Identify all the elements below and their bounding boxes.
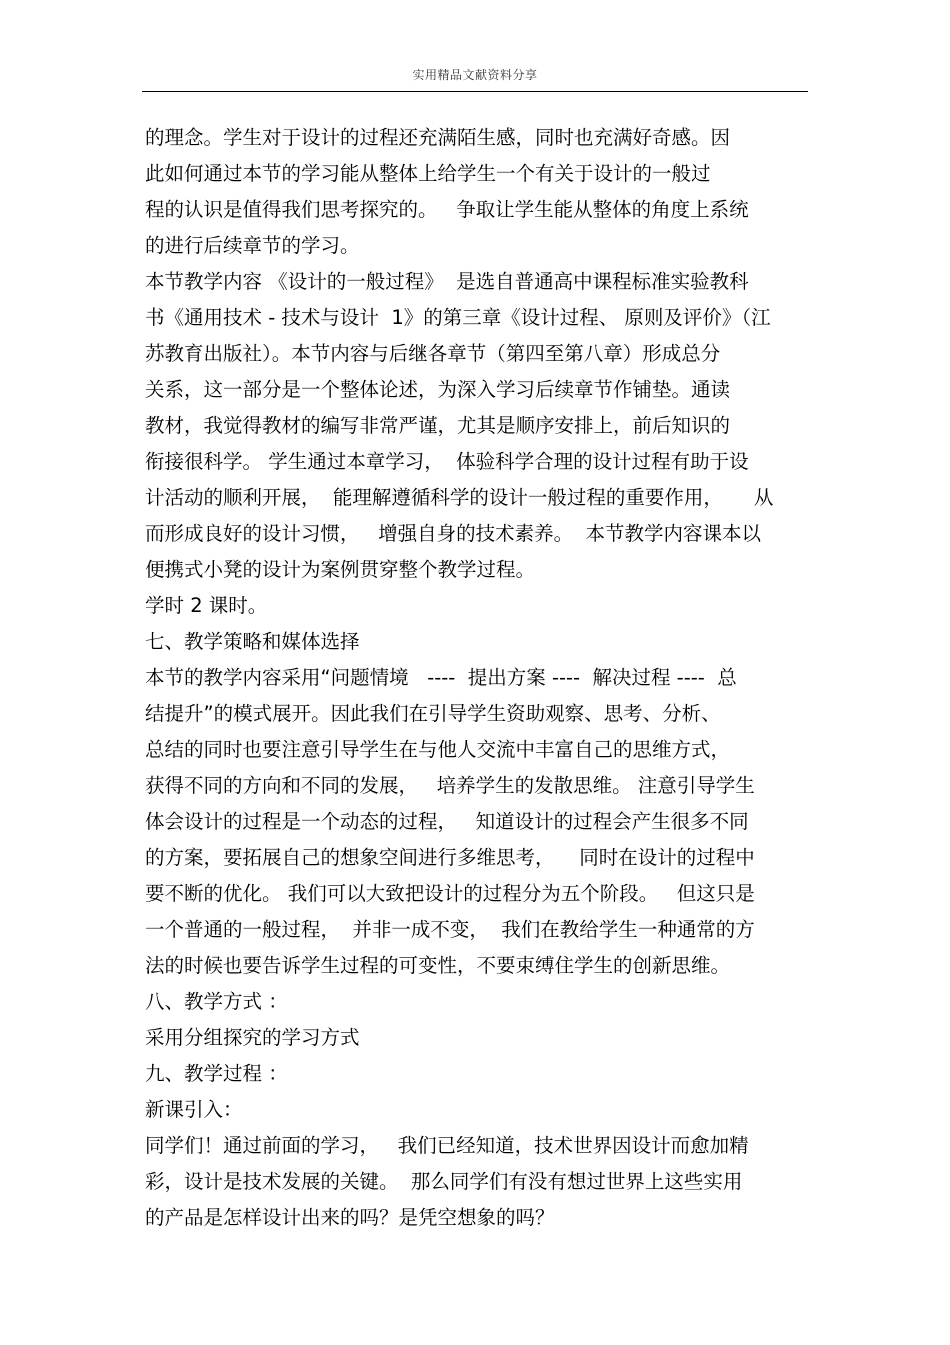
text-line: 彩，设计是技术发展的关键。 那么同学们有没有想过世界上这些实用 — [145, 1170, 743, 1193]
body-text — [145, 120, 815, 1236]
text-line: 的理念。学生对于设计的过程还充满陌生感，同时也充满好奇感。因 — [145, 126, 731, 149]
text-line: 结提升”的模式展开。因此我们在引导学生资助观察、思考、分析、 — [145, 702, 721, 725]
text-line: 本节教学内容 《设计的一般过程》 是选自普通高中课程标准实验教科 — [145, 270, 749, 293]
subsection-heading: 新课引入： — [145, 1098, 243, 1121]
header-divider — [142, 91, 808, 92]
section-heading: 八、教学方式 ： — [145, 990, 288, 1013]
text-line: 教材，我觉得教材的编写非常严谨，尤其是顺序安排上，前后知识的 — [145, 414, 731, 437]
text-line: 的产品是怎样设计出来的吗？是凭空想象的吗？ — [145, 1206, 555, 1229]
running-header: 实用精品文献资料分享 — [412, 68, 538, 82]
text-line: 要不断的优化。 我们可以大致把设计的过程分为五个阶段。 但这只是 — [145, 882, 755, 905]
section-heading: 七、教学策略和媒体选择 — [145, 630, 360, 653]
text-line: 衔接很科学。 学生通过本章学习， 体验科学合理的设计过程有助于设 — [145, 450, 749, 473]
text-line: 体会设计的过程是一个动态的过程， 知道设计的过程会产生很多不同 — [145, 810, 749, 833]
text-line: 关系，这一部分是一个整体论述，为深入学习后续章节作铺垫。通读 — [145, 378, 731, 401]
text-line: 而形成良好的设计习惯， 增强自身的技术素养。 本节教学内容课本以 — [145, 522, 761, 545]
text-line: 便携式小凳的设计为案例贯穿整个教学过程。 — [145, 558, 536, 581]
text-line: 此如何通过本节的学习能从整体上给学生一个有关于设计的一般过 — [145, 162, 711, 185]
text-line: 的方案，要拓展自己的想象空间进行多维思考， 同时在设计的过程中 — [145, 846, 755, 869]
text-line: 程的认识是值得我们思考探究的。 争取让学生能从整体的角度上系统 — [145, 198, 749, 221]
text-line: 的进行后续章节的学习。 — [145, 234, 360, 257]
text-line: 采用分组探究的学习方式 — [145, 1026, 360, 1049]
text-line: 同学们！通过前面的学习， 我们已经知道，技术世界因设计而愈加精 — [145, 1134, 749, 1157]
text-line: 本节的教学内容采用“问题情境 ---- 提出方案 ---- 解决过程 ---- 总 — [145, 666, 737, 689]
text-line: 书《通用技术 - 技术与设计 1》的第三章《设计过程、 原则及评价》（江 — [145, 306, 771, 329]
text-line: 学时 2 课时。 — [145, 594, 268, 617]
text-line: 法的时候也要告诉学生过程的可变性，不要束缚住学生的创新思维。 — [145, 954, 731, 977]
text-line: 计活动的顺利开展， 能理解遵循科学的设计一般过程的重要作用， 从 — [145, 486, 774, 509]
section-heading: 九、教学过程 ： — [145, 1062, 288, 1085]
text-line: 苏教育出版社）。本节内容与后继各章节（第四至第八章）形成总分 — [145, 342, 721, 365]
text-line: 一个普通的一般过程， 并非一成不变， 我们在教给学生一种通常的方 — [145, 918, 755, 941]
text-line: 总结的同时也要注意引导学生在与他人交流中丰富自己的思维方式， — [145, 738, 731, 761]
text-line: 获得不同的方向和不同的发展， 培养学生的发散思维。 注意引导学生 — [145, 774, 755, 797]
